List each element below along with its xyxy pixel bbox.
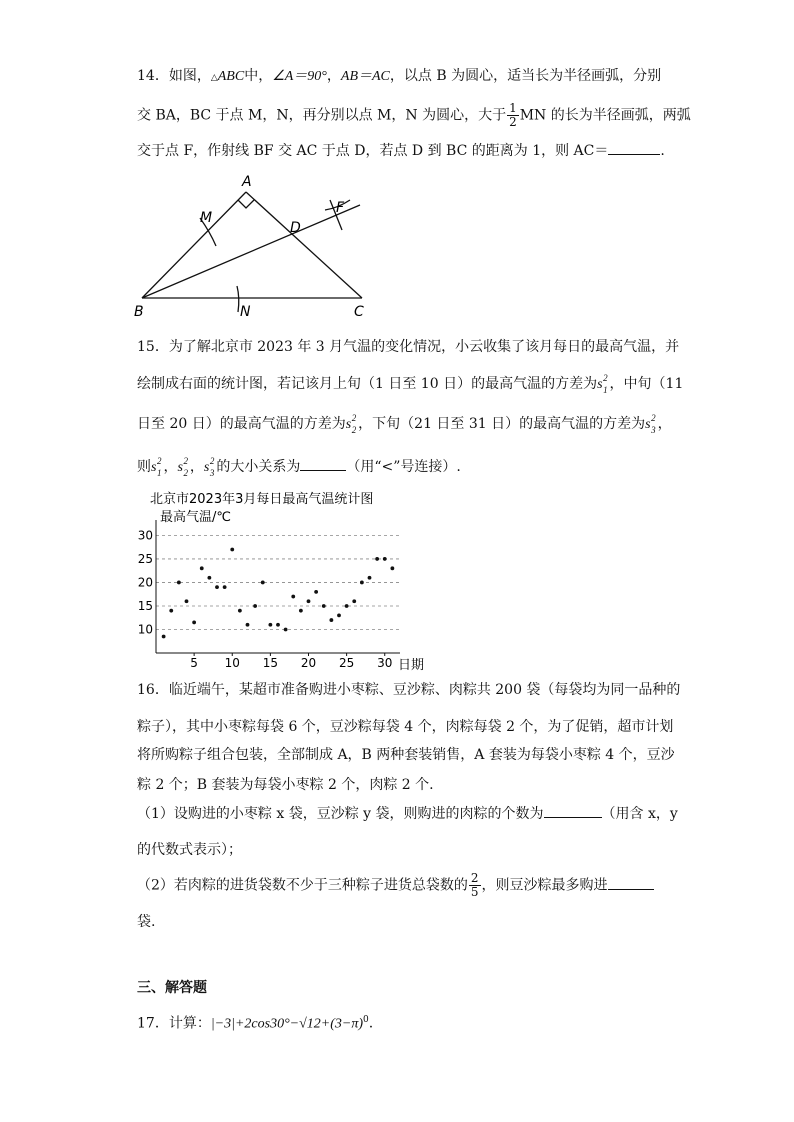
y-tick-label: 10 <box>137 622 153 637</box>
data-point <box>185 599 189 603</box>
data-point <box>368 576 372 580</box>
data-point <box>253 604 257 608</box>
data-point <box>207 576 211 580</box>
section-title: 三、解答题 <box>137 980 207 996</box>
y-tick-label: 20 <box>137 575 153 590</box>
y-tick-label: 30 <box>137 528 153 543</box>
label-B: B <box>134 304 144 320</box>
label-D: D <box>290 220 301 236</box>
data-point <box>299 609 303 613</box>
y-tick-label: 25 <box>137 551 153 566</box>
q14-line-1: 14．如图，△ABC中，∠A＝90°，AB＝AC，以点 B 为圆心，适当长为半径画弧，分别 <box>137 68 662 84</box>
q15-line-1: 15．为了解北京市 2023 年 3 月气温的变化情况，小云收集了该月每日的最高气温，并 <box>137 339 680 355</box>
data-point <box>291 595 295 599</box>
data-point <box>223 585 227 589</box>
q16-part1-line-1: （1）设购进的小枣粽 x 袋，豆沙粽 y 袋，则购进的肉粽的个数为 （用含 x，y <box>137 803 678 824</box>
label-M: M <box>200 210 213 226</box>
q15-line-2: 绘制成右面的统计图，若记该月上旬（1 日至 10 日）的最高气温的方差为s 2 1 ，中旬（11 <box>137 373 684 395</box>
data-point <box>390 566 394 570</box>
data-point <box>177 581 181 585</box>
data-point <box>383 557 387 561</box>
data-point <box>375 557 379 561</box>
q16-line-2: 粽子），其中小枣粽每袋 6 个，豆沙粽每袋 4 个，肉粽每袋 2 个，为了促销，超市计划 <box>137 719 674 735</box>
q16-part1-line-2: 的代数式表示）； <box>137 842 242 858</box>
label-F: F <box>336 200 345 216</box>
data-point <box>284 628 288 632</box>
answer-blank-q15[interactable] <box>300 456 346 471</box>
data-point <box>360 581 364 585</box>
data-point <box>230 548 234 552</box>
q15-line-4: 则s 2 1 ，s 2 2 ，s 2 3 的大小关系为 （用“<”号连接）. <box>137 456 461 478</box>
fraction-two-fifths: $\frac{2}{5}$ <box>470 871 479 899</box>
q14-line-3: 交于点 F，作射线 BF 交 AC 于点 D，若点 D 到 BC 的距离为 1，则 AC＝ . <box>137 140 665 161</box>
chart-ylabel: 最高气温/℃ <box>160 510 231 525</box>
q15-line-3: 日至 20 日）的最高气温的方差为s 2 2 ，下旬（21 日至 31 日）的最高气温的方差为s 2 3 ， <box>137 413 672 435</box>
label-N: N <box>240 304 251 320</box>
q14-line-2: 交 BA，BC 于点 M，N，再分别以点 M，N 为圆心，大于 $\frac{1}{2}$ MN 的长为半径画弧，两弧 <box>137 101 691 129</box>
x-tick-label: 30 <box>377 656 393 670</box>
data-point <box>329 618 333 622</box>
fraction-one-half: $\frac{1}{2}$ <box>509 101 517 129</box>
temperature-scatter-chart <box>137 488 440 673</box>
data-point <box>215 585 219 589</box>
chart-title: 北京市2023年3月每日最高气温统计图 <box>150 492 374 507</box>
x-tick-label: 25 <box>338 656 355 670</box>
data-point <box>307 599 311 603</box>
q16-line-3: 将所购粽子组合包装，全部制成 A，B 两种套装销售，A 套装为每袋小枣粽 4 个，豆沙 <box>137 747 675 763</box>
answer-blank-q14[interactable] <box>608 140 660 155</box>
data-point <box>268 623 272 627</box>
data-point <box>345 604 349 608</box>
data-point <box>238 609 242 613</box>
y-tick-label: 15 <box>137 598 153 613</box>
label-A: A <box>242 174 252 190</box>
triangle-figure <box>130 170 370 325</box>
data-point <box>200 566 204 570</box>
q16-part2-line-1: （2）若肉粽的进货袋数不少于三种粽子进货总袋数的 $\frac{2}{5}$ ，则豆沙粽最多购进 <box>137 872 654 899</box>
x-tick-label: 5 <box>190 656 198 670</box>
x-tick-label: 10 <box>224 656 240 670</box>
data-point <box>337 613 341 617</box>
answer-blank-q16-1[interactable] <box>544 803 602 818</box>
data-point <box>276 623 280 627</box>
data-point <box>314 590 318 594</box>
q16-part2-line-2: 袋. <box>137 914 156 930</box>
data-point <box>322 604 326 608</box>
data-point <box>261 581 265 585</box>
q17-line: 17．计算：$|-3|+2\cos 30^\circ-√12+(3-\pi)^0$. <box>137 1015 374 1032</box>
x-tick-label: 20 <box>300 656 317 670</box>
q16-line-4: 粽 2 个；B 套装为每袋小枣粽 2 个，肉粽 2 个. <box>137 777 434 793</box>
label-C: C <box>354 304 364 320</box>
data-point <box>162 635 166 639</box>
data-point <box>169 609 173 613</box>
chart-xlabel: 日期 <box>398 658 425 673</box>
answer-blank-q16-2[interactable] <box>608 875 654 890</box>
x-tick-label: 15 <box>262 656 279 670</box>
q16-line-1: 16．临近端午，某超市准备购进小枣粽、豆沙粽、肉粽共 200 袋（每袋均为同一品种的 <box>137 682 681 698</box>
data-point <box>246 623 250 627</box>
data-point <box>352 599 356 603</box>
data-point <box>192 621 196 625</box>
